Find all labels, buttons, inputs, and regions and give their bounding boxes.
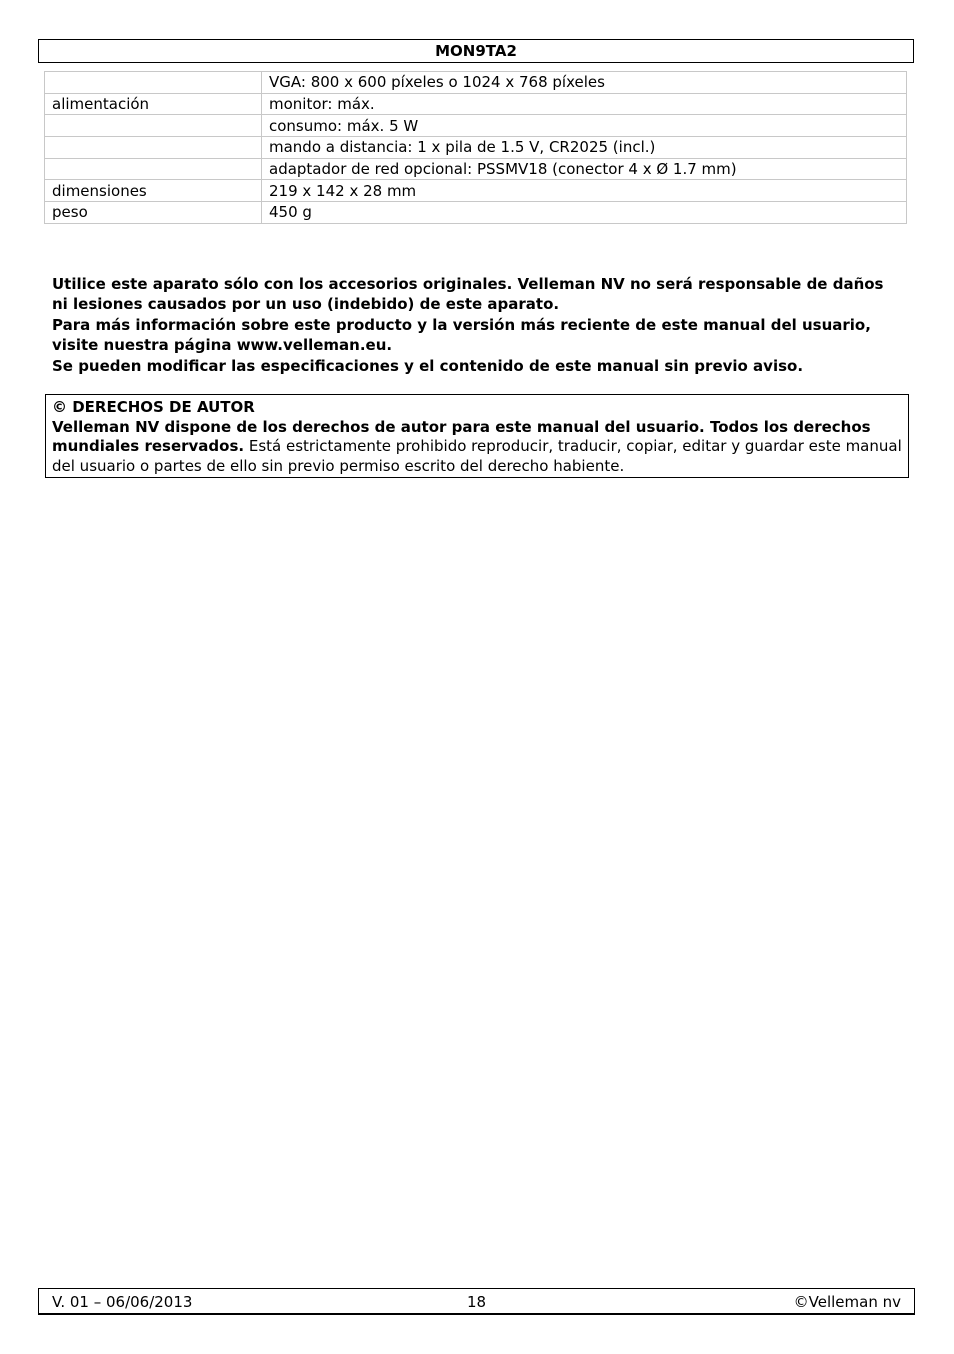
usage-notes [52,274,902,377]
table-row [45,72,907,94]
model-title: MON9TA2 [435,42,517,60]
spec-label: dimensiones [45,180,262,202]
spec-label [45,158,262,180]
spec-label [45,115,262,137]
spec-value: mando a distancia: 1 x pila de 1.5 V, CR2025 (incl.) [262,137,907,159]
specifications-table [44,71,907,224]
more-info-note: Para más información sobre este producto y la versión más reciente de este manual del usuario, visite nuestra página www.velleman.eu. [52,316,871,354]
spec-label [45,137,262,159]
table-row [45,115,907,137]
copyright-title: © DERECHOS DE AUTOR [52,398,255,416]
spec-value: VGA: 800 x 600 píxeles o 1024 x 768 píxeles [262,72,907,94]
spec-value: 219 x 142 x 28 mm [262,180,907,202]
footer-version: V. 01 – 06/06/2013 [52,1293,193,1311]
accessories-note: Utilice este aparato sólo con los accesorios originales. Velleman NV no será responsable de daños ni lesiones causados por un uso (indebido) de este aparato. [52,275,884,313]
table-row [45,158,907,180]
spec-value: monitor: máx. [262,93,907,115]
spec-label: alimentación [45,93,262,115]
copyright-prohibition-text: Está estrictamente prohibido reproducir, traducir, copiar, editar y guardar este manual del usuario o partes de ello sin previo permiso escrito del derecho habiente. [52,437,902,475]
spec-label [45,72,262,94]
page-header-model [38,39,914,63]
spec-value: 450 g [262,202,907,224]
table-row [45,202,907,224]
page-footer [38,1288,915,1315]
table-row [45,137,907,159]
spec-value: consumo: máx. 5 W [262,115,907,137]
table-row [45,180,907,202]
copyright-section [45,394,909,478]
spec-label: peso [45,202,262,224]
footer-company: ©Velleman nv [793,1293,901,1311]
copyright-rights-statement: Velleman NV dispone de los derechos de autor para este manual del usuario. Todos los derechos mundiales reservados. [52,417,871,455]
footer-page-number: 18 [466,1293,487,1311]
spec-value: adaptador de red opcional: PSSMV18 (conector 4 x Ø 1.7 mm) [262,158,907,180]
modification-note: Se pueden modificar las especificaciones y el contenido de este manual sin previo aviso. [52,357,804,375]
table-row [45,93,907,115]
